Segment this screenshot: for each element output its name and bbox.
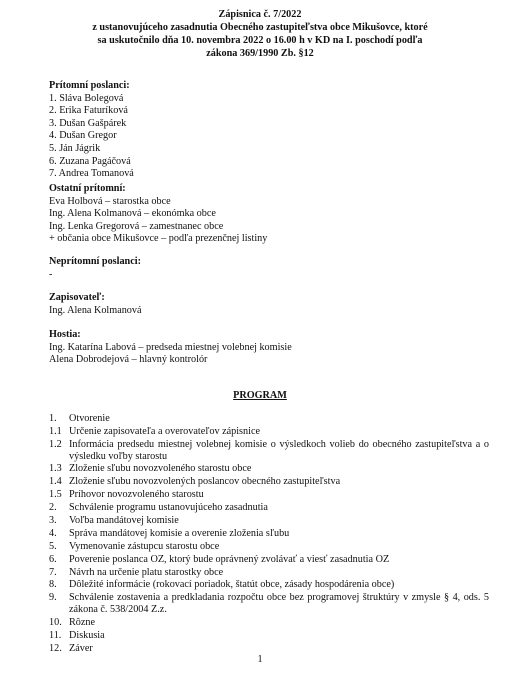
program-item	[49, 426, 489, 438]
document-title	[30, 8, 490, 60]
program-item-number: 4.	[49, 527, 57, 539]
section-heading: Zapisovateľ:	[49, 292, 105, 303]
list-item: 4. Dušan Gregor	[49, 130, 117, 142]
list-item: + občania obce Mikušovce – podľa prezenčnej listiny	[49, 233, 268, 245]
list-item: 3. Dušan Gašpárek	[49, 117, 127, 129]
program-item-text: Poverenie poslanca OZ, ktorý bude oprávnený zvolávať a viesť zasadnutia OZ	[69, 553, 390, 565]
program-item-number: 10.	[49, 617, 62, 629]
program-item-number: 1.2	[49, 438, 62, 450]
program-item-text: Otvorenie	[69, 413, 110, 424]
list-item: Ing. Lenka Gregorová – zamestnanec obce	[49, 220, 224, 232]
list-item: -	[49, 268, 53, 280]
recorder-section	[49, 292, 469, 317]
program-item	[49, 515, 489, 527]
list-item: Ing. Alena Kolmanová – ekonómka obce	[49, 208, 216, 220]
program-item-number: 1.1	[49, 425, 62, 437]
program-item-text: Schválenie zostavenia a predkladania rozpočtu obce bez programovej štruktúry v zmysle § 4, ods. 5 zákona č. 538/2004 Z.z.	[69, 592, 489, 616]
program-item-text: Správa mandátovej komisie a overenie zloženia sľubu	[69, 527, 290, 539]
section-heading: Ostatní prítomní:	[49, 183, 126, 194]
list-item: 5. Ján Jágrik	[49, 142, 101, 154]
list-item: 2. Erika Faturíková	[49, 105, 128, 117]
program-item-text: Voľba mandátovej komisie	[69, 515, 179, 527]
title-line: Zápisnica č. 7/2022	[218, 9, 302, 20]
program-item	[49, 643, 489, 655]
program-item-number: 1.	[49, 413, 57, 424]
program-item	[49, 592, 489, 616]
program-item-number: 9.	[49, 592, 57, 604]
others-section	[49, 183, 469, 246]
list-item: 6. Zuzana Pagáčová	[49, 155, 131, 167]
program-item-text: Zloženie sľubu novozvoleného starostu obce	[69, 463, 252, 475]
program-heading: PROGRAM	[233, 390, 287, 401]
program-list	[49, 413, 489, 656]
program-item	[49, 630, 489, 642]
list-item: Alena Dobrodejová – hlavný kontrolór	[49, 354, 208, 366]
guests-section	[49, 329, 469, 367]
program-item-number: 12.	[49, 642, 62, 654]
list-item: Eva Holbová – starostka obce	[49, 195, 171, 207]
list-item: 1. Sláva Bolegová	[49, 92, 124, 104]
program-item	[49, 502, 489, 514]
section-heading: Prítomní poslanci:	[49, 80, 130, 91]
title-line: z ustanovujúceho zasadnutia Obecného zastupiteľstva obce Mikušovce, ktoré	[92, 22, 428, 33]
program-item-number: 5.	[49, 540, 57, 552]
program-item-text: Príhovor novozvoleného starostu	[69, 489, 204, 501]
program-item	[49, 413, 489, 425]
program-item	[49, 579, 489, 591]
page-number: 1	[257, 654, 263, 665]
present-section	[49, 80, 469, 181]
program-item-number: 11.	[49, 629, 62, 641]
program-item	[49, 528, 489, 540]
program-item-text: Informácia predsedu miestnej volebnej komisie o výsledkoch volieb do obecného zastupiteľstva a o výsledku voľby starostu	[69, 438, 489, 462]
title-line: zákona 369/1990 Zb. §12	[206, 48, 314, 59]
program-item-number: 2.	[49, 502, 57, 514]
program-item-text: Návrh na určenie platu starostky obce	[69, 566, 224, 578]
program-item-text: Schválenie programu ustanovujúceho zasadnutia	[69, 502, 268, 514]
program-item-text: Určenie zapisovateľa a overovateľov zápisnice	[69, 425, 260, 437]
program-item-number: 8.	[49, 579, 57, 591]
title-line: sa uskutočnilo dňa 10. novembra 2022 o 16.00 h v KD na I. poschodí podľa	[97, 35, 423, 46]
program-item-text: Rôzne	[69, 617, 96, 629]
list-item: Ing. Alena Kolmanová	[49, 304, 142, 316]
program-item-text: Vymenovanie zástupcu starostu obce	[69, 540, 220, 552]
program-item-number: 1.4	[49, 476, 62, 488]
program-item	[49, 617, 489, 629]
section-heading: Hostia:	[49, 329, 81, 340]
section-heading: Neprítomní poslanci:	[49, 256, 141, 267]
program-item-number: 1.3	[49, 463, 62, 475]
program-item-number: 3.	[49, 515, 57, 527]
program-item-number: 6.	[49, 553, 57, 565]
list-item: 7. Andrea Tomanová	[49, 168, 134, 180]
absent-section	[49, 256, 469, 281]
list-item: Ing. Katarína Labová – predseda miestnej volebnej komisie	[49, 341, 292, 353]
program-item-number: 1.5	[49, 489, 62, 501]
program-item-text: Zloženie sľubu novozvolených poslancov obecného zastupiteľstva	[69, 476, 341, 488]
program-item-number: 7.	[49, 566, 57, 578]
program-item	[49, 541, 489, 553]
program-item-text: Diskusia	[69, 629, 105, 641]
program-item	[49, 476, 489, 488]
program-item	[49, 489, 489, 501]
program-item	[49, 439, 489, 463]
program-item-text: Dôležité informácie (rokovací poriadok, štatút obce, zásady hospodárenia obce)	[69, 579, 395, 591]
program-item	[49, 463, 489, 475]
program-item-text: Záver	[69, 642, 93, 654]
program-item	[49, 567, 489, 579]
program-item	[49, 554, 489, 566]
